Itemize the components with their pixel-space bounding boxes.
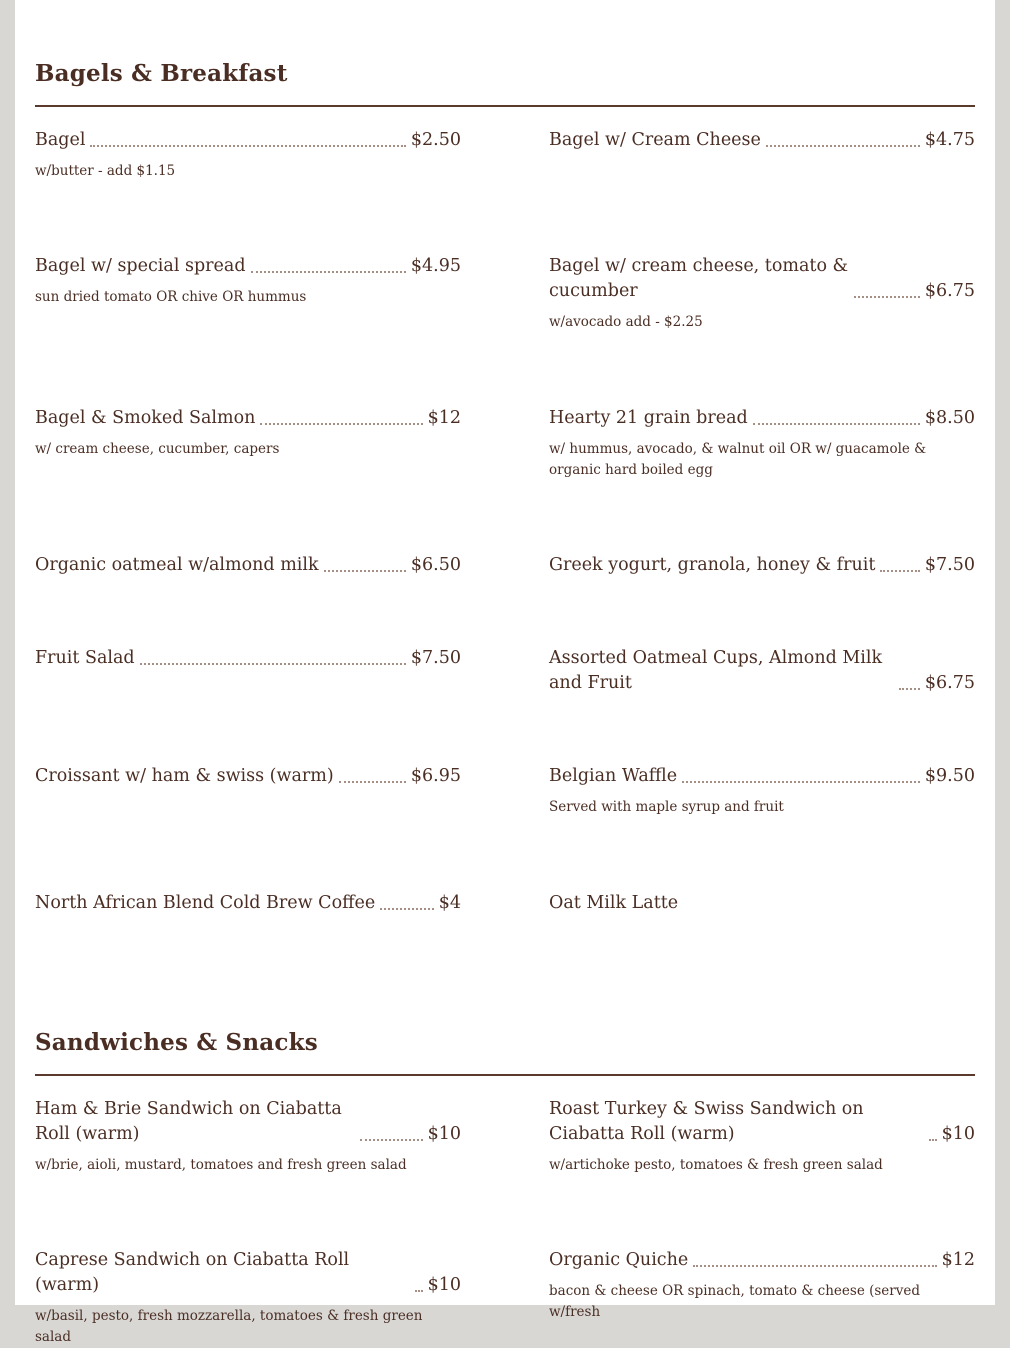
item-name: Belgian Waffle xyxy=(549,766,678,786)
menu-item-organic-quiche xyxy=(549,1248,975,1323)
item-name: Organic Quiche xyxy=(549,1250,689,1270)
item-name: Bagel xyxy=(35,130,86,150)
menu-item-cold-brew-coffee xyxy=(35,891,461,916)
dot-leader xyxy=(682,781,920,783)
item-name: Croissant w/ ham & swiss (warm) xyxy=(35,766,334,786)
item-price: $7.50 xyxy=(410,648,461,668)
item-description: w/butter - add $1.15 xyxy=(35,163,176,179)
dot-leader xyxy=(899,688,920,690)
item-price: $12 xyxy=(427,408,461,428)
dot-leader xyxy=(339,781,406,783)
menu-item-bagel-cream-cheese xyxy=(549,128,975,153)
dot-leader xyxy=(251,271,406,273)
item-name: Bagel w/ cream cheese, tomato & cucumber xyxy=(549,256,849,301)
dot-leader xyxy=(753,423,920,425)
dot-leader xyxy=(854,296,920,298)
item-description: w/ hummus, avocado, & walnut oil OR w/ guacamole & organic hard boiled egg xyxy=(549,441,927,478)
menu-item-greek-yogurt xyxy=(549,553,975,578)
dot-leader xyxy=(929,1139,937,1141)
item-price: $10 xyxy=(941,1124,975,1144)
section-title-sandwiches-snacks: Sandwiches & Snacks xyxy=(35,1029,318,1056)
menu-item-bagel-cream-cheese-tomato-cucumber xyxy=(549,254,975,333)
menu-page xyxy=(15,0,995,1345)
menu-item-bagel-special-spread xyxy=(35,254,461,308)
item-name: Oat Milk Latte xyxy=(549,893,679,913)
item-name: Roast Turkey & Swiss Sandwich on Ciabatta Roll (warm) xyxy=(549,1099,864,1144)
item-price: $6.50 xyxy=(410,555,461,575)
section-divider xyxy=(35,105,975,107)
item-name: Organic oatmeal w/almond milk xyxy=(35,555,319,575)
menu-item-bagel-smoked-salmon xyxy=(35,406,461,460)
item-description: w/artichoke pesto, tomatoes & fresh green salad xyxy=(549,1157,883,1173)
section-title-bagels-breakfast: Bagels & Breakfast xyxy=(35,60,288,87)
item-name: Ham & Brie Sandwich on Ciabatta Roll (warm) xyxy=(35,1099,342,1144)
item-name: Bagel w/ special spread xyxy=(35,256,246,276)
item-name: North African Blend Cold Brew Coffee xyxy=(35,893,376,913)
dot-leader xyxy=(260,423,422,425)
item-description: bacon & cheese OR spinach, tomato & cheese (served w/fresh xyxy=(549,1283,920,1320)
dot-leader xyxy=(324,570,406,572)
item-name: Assorted Oatmeal Cups, Almond Milk and Fruit xyxy=(549,648,883,693)
item-description: w/ cream cheese, cucumber, capers xyxy=(35,441,280,457)
item-description: w/basil, pesto, fresh mozzarella, tomatoes & fresh green salad xyxy=(35,1308,423,1345)
menu-item-hearty-grain-bread xyxy=(549,406,975,481)
item-name: Greek yogurt, granola, honey & fruit xyxy=(549,555,876,575)
menu-item-fruit-salad xyxy=(35,646,461,671)
item-price: $6.75 xyxy=(924,673,975,693)
item-name: Bagel & Smoked Salmon xyxy=(35,408,256,428)
dot-leader xyxy=(880,570,920,572)
item-description: w/avocado add - $2.25 xyxy=(549,314,703,330)
item-price: $2.50 xyxy=(410,130,461,150)
dot-leader xyxy=(90,145,405,147)
item-name: Caprese Sandwich on Ciabatta Roll (warm) xyxy=(35,1250,350,1295)
item-price: $8.50 xyxy=(924,408,975,428)
item-description: w/brie, aioli, mustard, tomatoes and fresh green salad xyxy=(35,1157,407,1173)
item-price: $7.50 xyxy=(924,555,975,575)
item-name: Fruit Salad xyxy=(35,648,135,668)
menu-item-roast-turkey-sandwich xyxy=(549,1097,975,1176)
item-price: $4 xyxy=(438,893,461,913)
item-name: Bagel w/ Cream Cheese xyxy=(549,130,761,150)
item-description: Served with maple syrup and fruit xyxy=(549,799,784,815)
item-price: $4.75 xyxy=(924,130,975,150)
section-divider xyxy=(35,1074,975,1076)
dot-leader xyxy=(415,1290,423,1292)
item-price: $9.50 xyxy=(924,766,975,786)
dot-leader xyxy=(766,145,920,147)
dot-leader xyxy=(380,908,433,910)
menu-item-organic-oatmeal xyxy=(35,553,461,578)
item-price: $6.75 xyxy=(924,281,975,301)
item-price: $6.95 xyxy=(410,766,461,786)
item-name: Hearty 21 grain bread xyxy=(549,408,748,428)
item-description: sun dried tomato OR chive OR hummus xyxy=(35,289,307,305)
item-price: $12 xyxy=(941,1250,975,1270)
item-price: $10 xyxy=(427,1275,461,1295)
menu-item-ham-brie-sandwich xyxy=(35,1097,461,1176)
menu-item-oat-milk-latte xyxy=(549,891,975,916)
menu-item-bagel xyxy=(35,128,461,182)
menu-item-assorted-oatmeal-cups xyxy=(549,646,975,696)
item-price: $10 xyxy=(427,1124,461,1144)
dot-leader xyxy=(693,1265,936,1267)
dot-leader xyxy=(360,1139,423,1141)
menu-item-belgian-waffle xyxy=(549,764,975,818)
menu-item-croissant xyxy=(35,764,461,789)
item-price: $4.95 xyxy=(410,256,461,276)
menu-item-caprese-sandwich xyxy=(35,1248,461,1348)
dot-leader xyxy=(140,663,406,665)
